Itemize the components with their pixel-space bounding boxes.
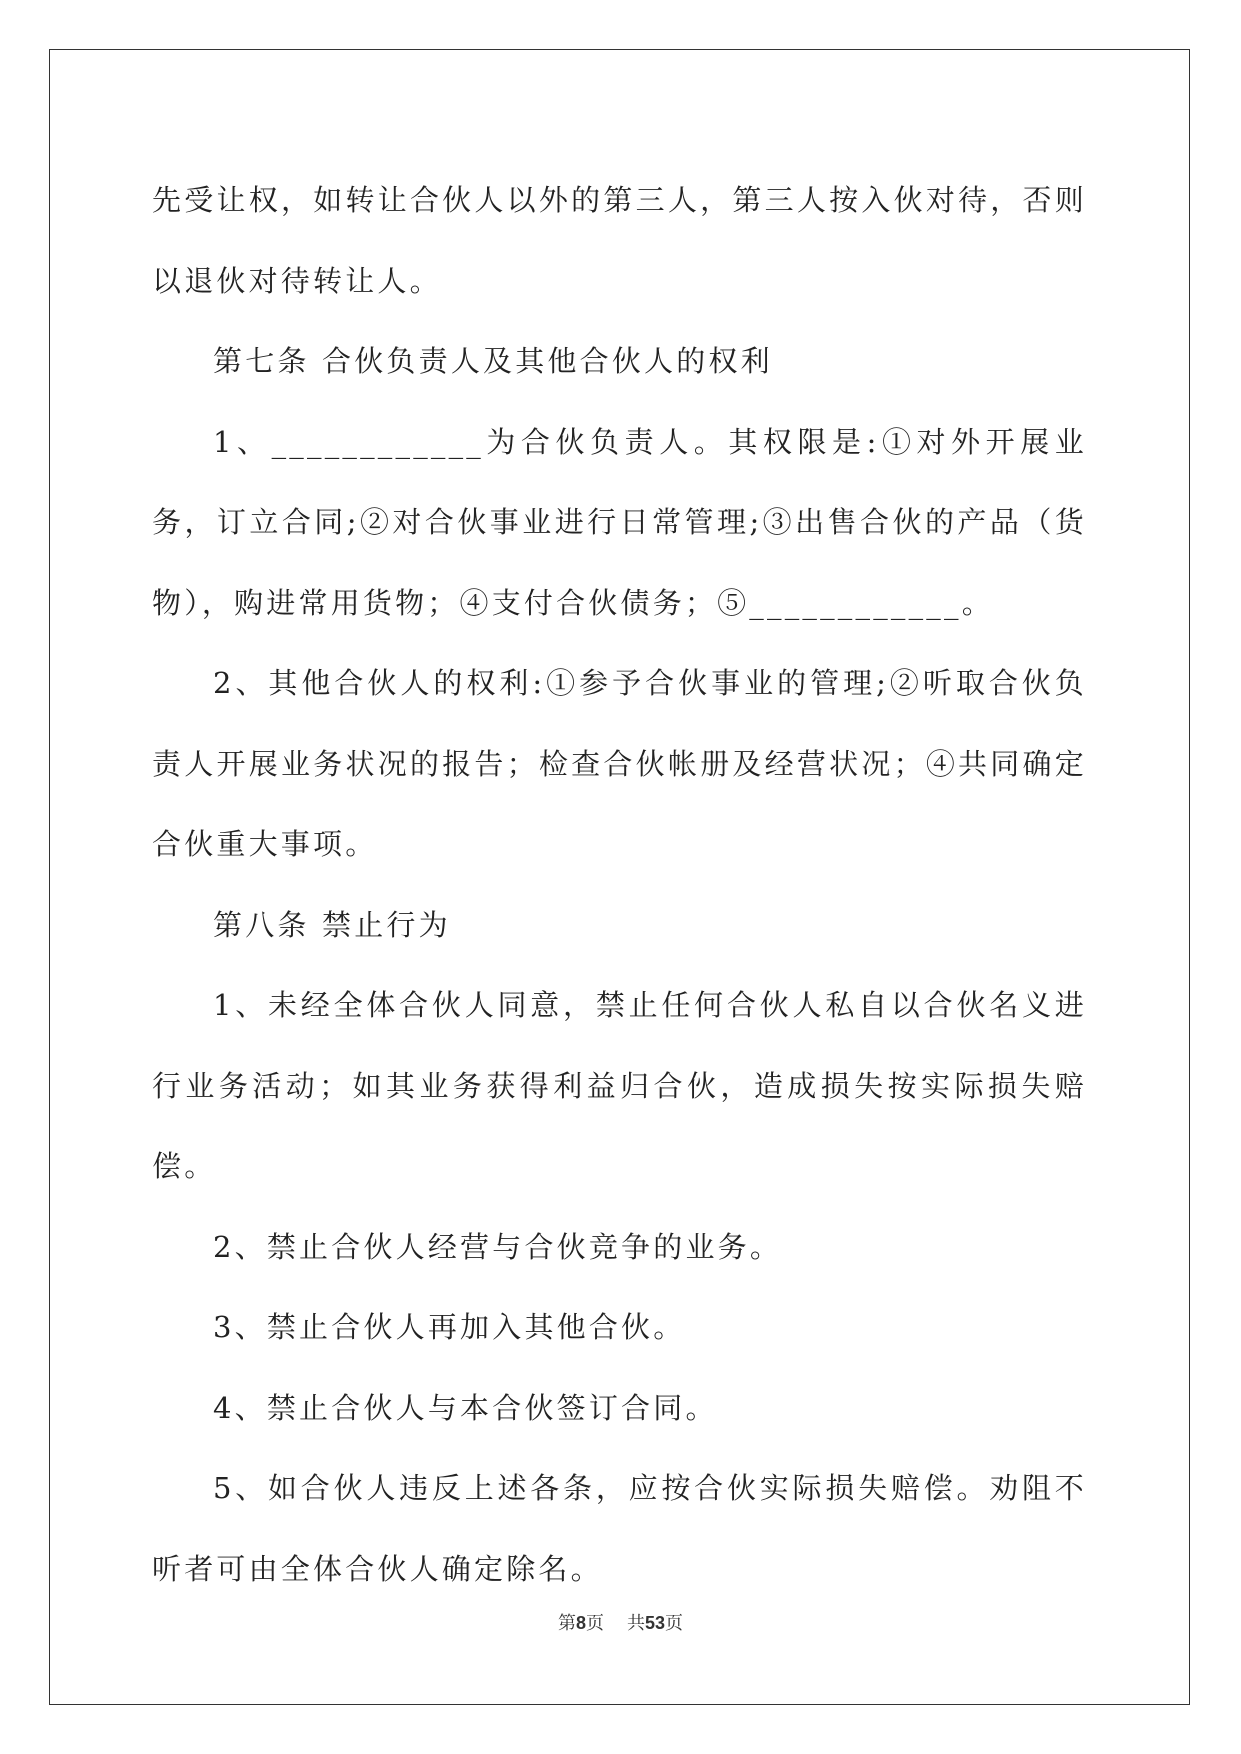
page-number: 8 [576, 1613, 587, 1633]
article-8-clause-3: 3、禁止合伙人再加入其他合伙。 [213, 1310, 686, 1344]
paragraph-continuation: 先受让权，如转让合伙人以外的第三人，第三人按入伙对待，否则以退伙对待转让人。 [152, 183, 1087, 298]
article-8-clause-2: 2、禁止合伙人经营与合伙竞争的业务。 [213, 1229, 783, 1264]
page-prefix: 第 [558, 1613, 577, 1634]
page-suffix: 页 [586, 1613, 605, 1634]
article-8-clause-5: 5、如合伙人违反上述各条，应按合伙实际损失赔偿。劝阻不听者可由全体合伙人确定除名。 [152, 1471, 1087, 1586]
article-8-clause-1: 1、未经全体合伙人同意，禁止任何合伙人私自以合伙名义进行业务活动；如其业务获得利益归合伙，造成损失按实际损失赔偿。 [152, 988, 1087, 1183]
total-suffix: 页 [664, 1613, 683, 1634]
article-8-clause-4: 4、禁止合伙人与本合伙签订合同。 [213, 1390, 718, 1425]
article-7-heading: 第七条 合伙负责人及其他合伙人的权利 [213, 344, 773, 378]
article-8-heading: 第八条 禁止行为 [213, 907, 451, 942]
total-prefix: 共 [626, 1613, 645, 1634]
article-7-clause-1: 1、____________为合伙负责人。其权限是:①对外开展业务，订立合同;②对合伙事业进行日常管理;③出售合伙的产品（货物），购进常用货物；④支付合伙债务；⑤____________。 [152, 424, 1087, 620]
article-7-clause-2: 2、其他合伙人的权利:①参予合伙事业的管理;②听取合伙负责人开展业务状况的报告；检查合伙帐册及经营状况；④共同确定合伙重大事项。 [152, 666, 1087, 861]
page-footer [0, 1609, 1241, 1635]
document-body [152, 160, 1087, 1609]
total-pages: 53 [644, 1613, 665, 1633]
